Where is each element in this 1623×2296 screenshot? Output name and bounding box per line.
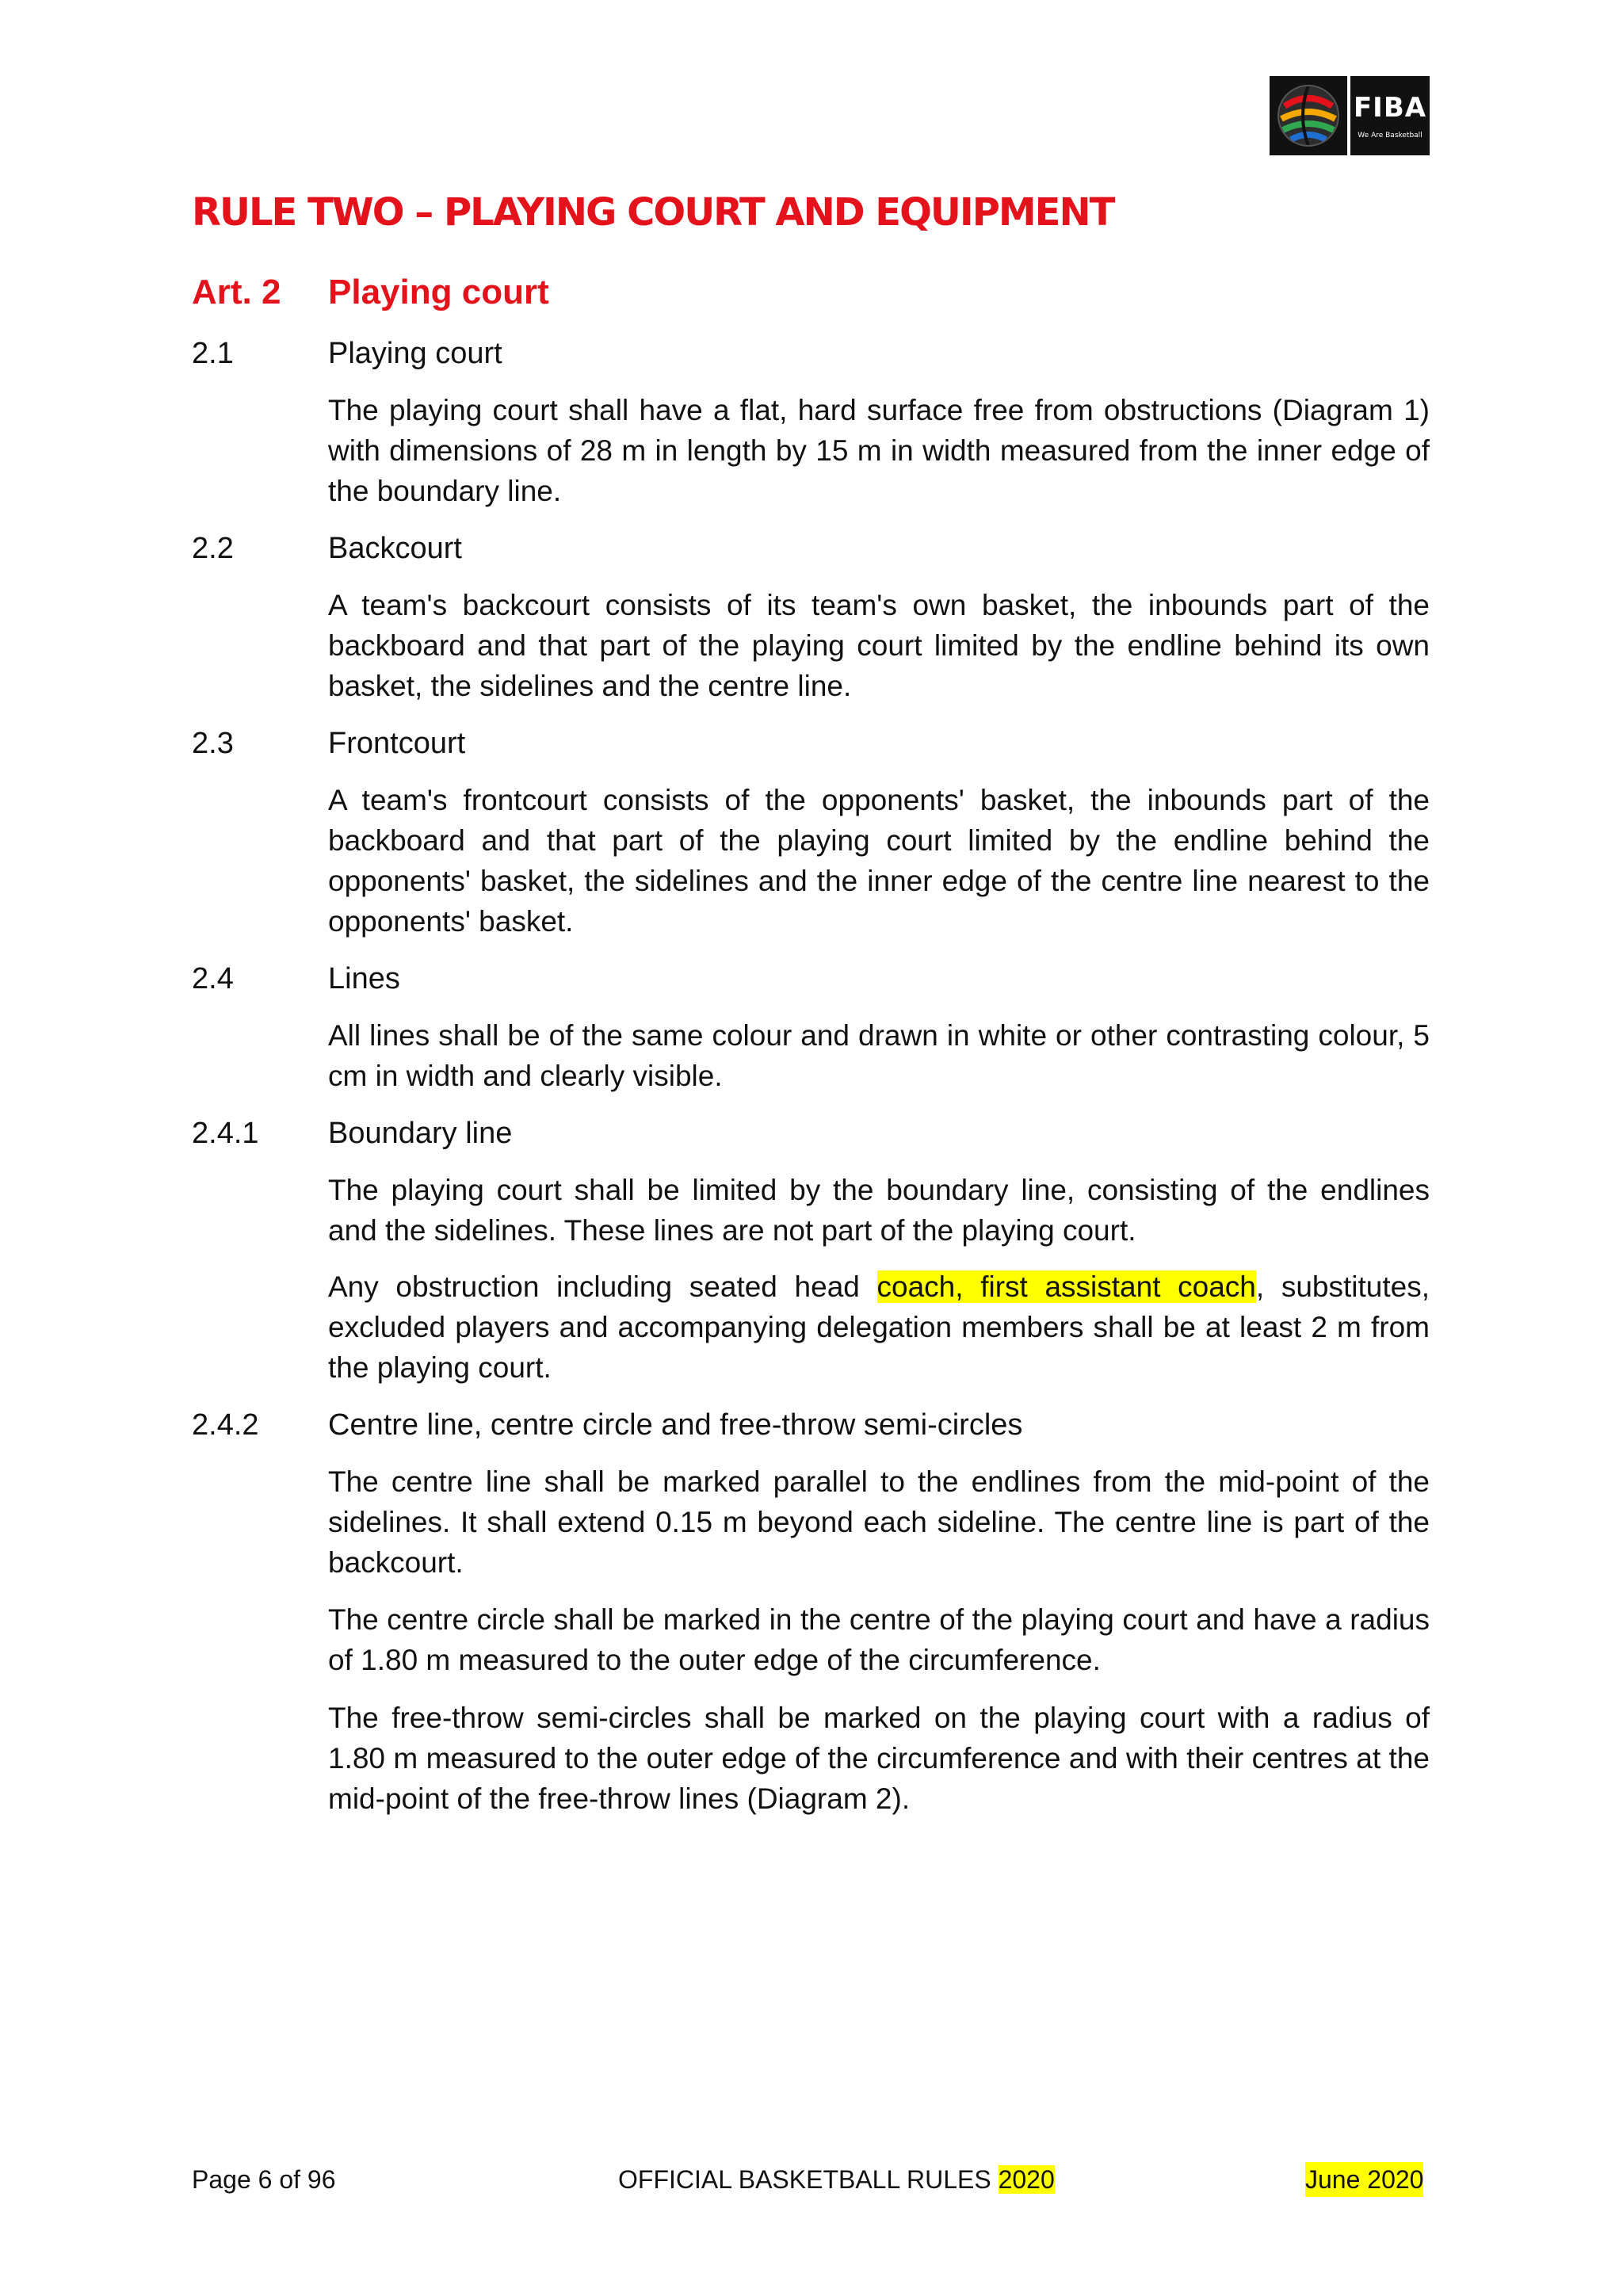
highlighted-text: coach, first assistant coach [876, 1270, 1256, 1303]
footer-title-text: OFFICIAL BASKETBALL RULES [618, 2165, 999, 2194]
section-title: Centre line, centre circle and free-throw semi-circles [328, 1408, 1023, 1442]
footer-title [618, 2162, 1055, 2197]
section-title: Frontcourt [328, 727, 466, 760]
footer-date: June 2020 [1305, 2162, 1423, 2197]
section-title: Lines [328, 962, 400, 995]
section-number: 2.4.1 [192, 1117, 259, 1150]
section-paragraph: The centre line shall be marked parallel to the endlines from the mid-point of the sidelines. It shall extend 0.15 m beyond each sideline. The centre line is part of the backcourt. [328, 1465, 1430, 1579]
section-number: 2.3 [192, 727, 234, 760]
section-title: Playing court [328, 337, 502, 370]
section-title: Backcourt [328, 532, 462, 565]
logo-tagline: We Are Basketball [1358, 132, 1423, 139]
section-number: 2.2 [192, 532, 234, 565]
section-paragraph: The playing court shall be limited by the boundary line, consisting of the endlines and the sidelines. These lines are not part of the playing court. [328, 1174, 1430, 1247]
section-number: 2.4 [192, 962, 234, 995]
footer-year: 2020 [998, 2165, 1055, 2194]
section-paragraph: The playing court shall have a flat, hard surface free from obstructions (Diagram 1) with dimensions of 28 m in length by 15 m in width measured from the inner edge of the boundary line. [328, 394, 1430, 507]
rule-title: RULE TWO – PLAYING COURT AND EQUIPMENT [192, 190, 1114, 235]
logo-wordmark: FIBA [1353, 92, 1427, 124]
section-paragraph: A team's frontcourt consists of the opponents' basket, the inbounds part of the backboard and that part of the playing court limited by the endline behind the opponents' basket, the sidelines and the inner edge of the centre line nearest to the opponents' basket. [328, 784, 1430, 938]
paragraph-text: Any obstruction including seated head [328, 1270, 877, 1303]
section-paragraph: A team's backcourt consists of its team's own basket, the inbounds part of the backboard and that part of the playing court limited by the endline behind its own basket, the sidelines and the centre line. [328, 589, 1430, 702]
paragraph-text: , substitutes, excluded players and accompanying delegation members shall be at least 2 m from the playing court. [328, 1270, 1430, 1384]
section-title: Boundary line [328, 1117, 513, 1150]
article-number: Art. 2 [192, 273, 281, 311]
article-title: Playing court [328, 273, 549, 311]
basketball-icon [1270, 76, 1347, 155]
section-paragraph: All lines shall be of the same colour and drawn in white or other contrasting colour, 5 cm in width and clearly visible. [328, 1019, 1430, 1092]
section-paragraph: The free-throw semi-circles shall be marked on the playing court with a radius of 1.80 m measured to the outer edge of the circumference and with their centres at the mid-point of the free-throw lines (Diagram 2). [328, 1702, 1430, 1815]
section-number: 2.1 [192, 337, 234, 370]
section-paragraph-highlighted [328, 1266, 1430, 1388]
section-paragraph: The centre circle shall be marked in the centre of the playing court and have a radius of 1.80 m measured to the outer edge of the circumference. [328, 1603, 1430, 1676]
section-number: 2.4.2 [192, 1408, 259, 1442]
fiba-logo [1270, 76, 1430, 155]
page-number: Page 6 of 96 [192, 2165, 336, 2194]
